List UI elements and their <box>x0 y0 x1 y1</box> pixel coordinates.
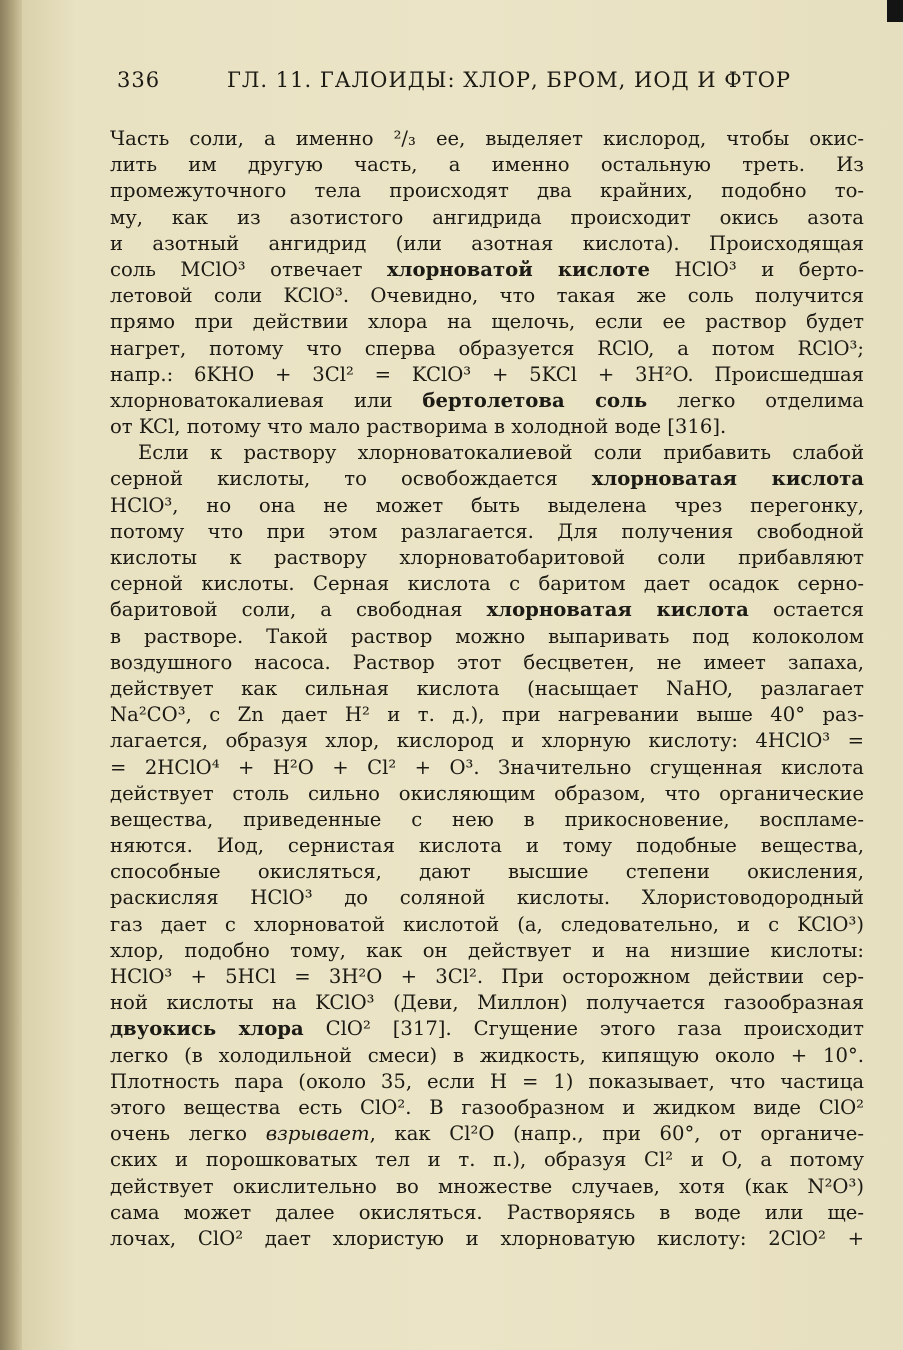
text-line: двуокись хлора ClO² [317]. Сгущение этого газа происходит <box>110 1017 864 1041</box>
text-line: баритовой соли, а свободная хлорноватая кислота остается <box>110 598 865 622</box>
text-line: му, как из азотистого ангидрида происходит окись азота <box>110 205 864 229</box>
text-line: потому что при этом разлагается. Для получения свободной <box>110 519 864 543</box>
text-line: в растворе. Такой раствор можно выпаривать под колоколом <box>110 624 864 648</box>
text-line: напр.: 6KHO + 3Cl² = KClO³ + 5KCl + 3H²O. Происшедшая <box>110 362 864 386</box>
text-line: лить им другую часть, а именно остальную треть. Из <box>110 153 864 177</box>
text-line: хлор, подобно тому, как он действует и на низшие кислоты: <box>110 938 864 962</box>
text-line: действует окислительно во множестве случаев, хотя (как N²O³) <box>110 1174 864 1198</box>
text-line: летовой соли KClO³. Очевидно, что такая же соль получится <box>110 284 864 308</box>
text-line: и азотный ангидрид (или азотная кислота). Происходящая <box>110 231 864 255</box>
text-line: кислоты к раствору хлорноватобаритовой соли прибавляют <box>110 546 864 569</box>
page-header <box>117 68 867 100</box>
text-line: воздушного насоса. Раствор этот бесцветен, не имеет запаха, <box>110 650 864 674</box>
text-line: раскисляя HClO³ до соляной кислоты. Хлористоводородный <box>110 886 864 910</box>
text-line: Часть соли, а именно ²/₃ ее, выделяет кислород, чтобы окис- <box>110 127 864 150</box>
text-line: легко (в холодильной смеси) в жидкость, кипящую около + 10°. <box>110 1043 864 1067</box>
text-line: способные окисляться, дают высшие степени окисления, <box>110 860 864 884</box>
text-line: действует как сильная кислота (насыщает NaHO, разлагает <box>110 676 864 700</box>
text-line: этого вещества есть ClO². В газообразном и жидком виде ClO² <box>110 1095 864 1119</box>
text-line: вещества, приведенные с нею в прикосновение, воспламе- <box>110 807 864 831</box>
scan-corner-mark <box>887 0 903 22</box>
text-line: серной кислоты, то освобождается хлорноватая кислота <box>110 467 864 491</box>
book-spine-shadow <box>0 0 22 1350</box>
text-line: очень легко взрывает, как Cl²O (напр., при 60°, от органиче- <box>110 1122 864 1146</box>
text-line: промежуточного тела происходят два крайних, подобно то- <box>110 179 864 203</box>
text-line: сама может далее окисляться. Растворяясь в воде или ще- <box>110 1200 864 1224</box>
running-head: ГЛ. 11. ГАЛОИДЫ: ХЛОР, БРОМ, ИОД И ФТОР <box>227 68 792 92</box>
text-line: действует столь сильно окисляющим образом, что органические <box>110 781 864 805</box>
text-line: Na²CO³, с Zn дает H² и т. д.), при нагревании выше 40° раз- <box>110 703 864 727</box>
text-line: газ дает с хлорноватой кислотой (а, следовательно, и с KClO³) <box>110 912 864 936</box>
text-line: хлорноватокалиевая или бертолетова соль легко отделима <box>110 388 864 412</box>
body-text <box>110 126 864 1252</box>
text-line: няются. Иод, сернистая кислота и тому подобные вещества, <box>110 834 864 858</box>
text-line: ной кислоты на KClO³ (Деви, Миллон) получается газообразная <box>110 991 864 1015</box>
text-line: соль MClO³ отвечает хлорноватой кислоте HClO³ и берто- <box>110 257 864 281</box>
text-line: лочах, ClO² дает хлористую и хлорноватую кислоту: 2ClO² + <box>110 1226 864 1250</box>
text-line: Плотность пара (около 35, если H = 1) показывает, что частица <box>110 1069 864 1093</box>
text-line: серной кислоты. Серная кислота с баритом дает осадок серно- <box>110 572 864 596</box>
text-line: HClO³ + 5HCl = 3H²O + 3Cl². При осторожном действии сер- <box>110 965 864 988</box>
text-line: прямо при действии хлора на щелочь, если ее раствор будет <box>110 310 864 334</box>
text-line: от KCl, потому что мало растворима в холодной воде [316]. <box>110 415 727 439</box>
text-line: ских и порошковатых тел и т. п.), образуя Cl² и O, а потому <box>110 1148 864 1172</box>
text-line: = 2HClO⁴ + H²O + Cl² + O³. Значительно сгущенная кислота <box>110 755 864 779</box>
text-line: Если к раствору хлорноватокалиевой соли прибавить слабой <box>138 441 864 465</box>
page-number: 336 <box>117 68 161 92</box>
text-line: нагрет, потому что сперва образуется RClO, а потом RClO³; <box>110 336 864 360</box>
text-line: лагается, образуя хлор, кислород и хлорную кислоту: 4HClO³ = <box>110 729 864 753</box>
text-line: HClO³, но она не может быть выделена чрез перегонку, <box>110 493 864 517</box>
